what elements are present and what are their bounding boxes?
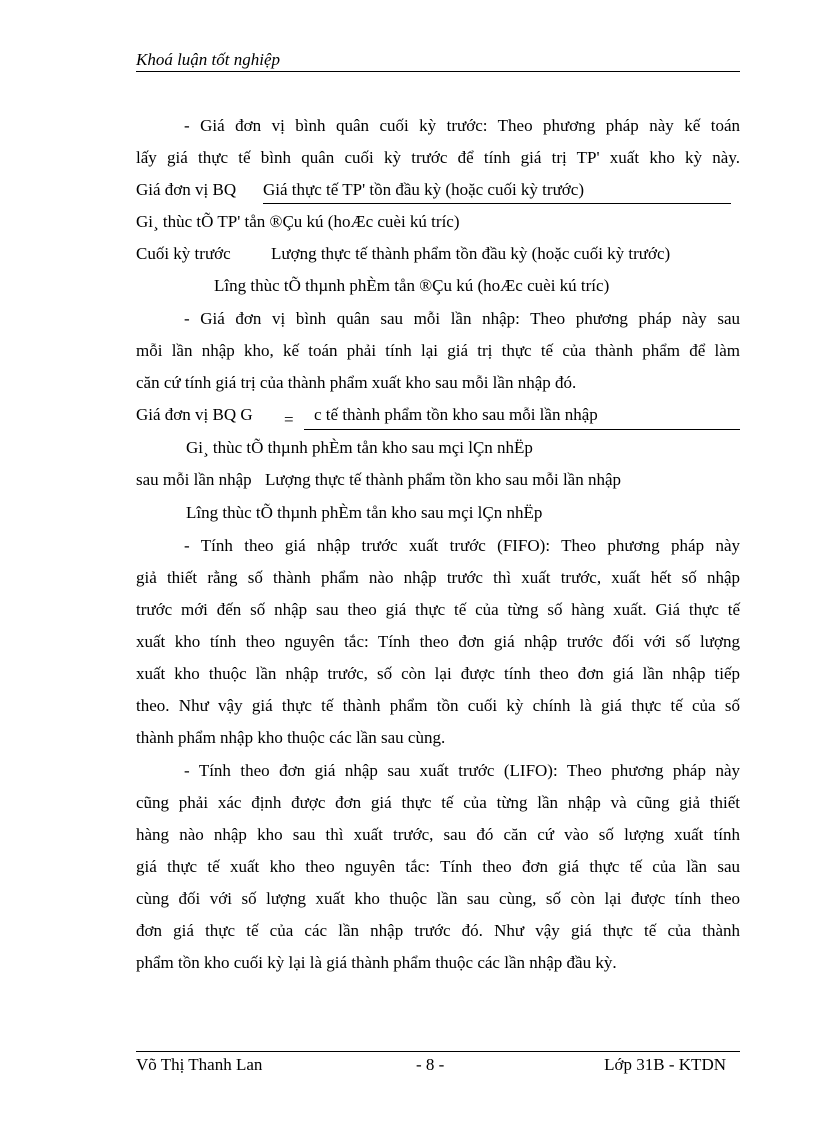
text-line: đơn giá thực tế của các lần nhập trước đó. Như vậy giá thực tế của thành bbox=[136, 921, 740, 940]
formula-numerator: c tế thành phẩm tồn kho sau mỗi lần nhập bbox=[314, 405, 598, 424]
text-line: cũng phải xác định được đơn giá thực tế của từng lần nhập và cũng giả thiết bbox=[136, 793, 740, 812]
header-title: Khoá luận tốt nghiệp bbox=[136, 50, 281, 69]
text-line: căn cứ tính giá trị của thành phẩm xuất kho sau mỗi lần nhập đó. bbox=[136, 373, 577, 392]
formula-garbled-numerator: Gi¸ thùc tÕ thµnh phÈm tån kho sau mçi lÇn nhËp bbox=[186, 438, 533, 457]
text-line: thành phẩm nhập kho thuộc các lần sau cùng. bbox=[136, 728, 446, 747]
page-header bbox=[136, 49, 740, 72]
footer-class: Lớp 31B - KTDN bbox=[604, 1055, 726, 1074]
formula-label: sau mỗi lần nhập bbox=[136, 470, 252, 489]
equals-sign: = bbox=[284, 410, 294, 429]
formula-garbled-numerator: Gi¸ thùc tÕ TP' tån ®Çu kú (hoÆc cuèi kú tríc) bbox=[136, 212, 460, 231]
text-line: - Giá đơn vị bình quân sau mỗi lần nhập: Theo phương pháp này sau bbox=[184, 309, 740, 328]
formula-label: Cuối kỳ trước bbox=[136, 244, 231, 263]
text-line: - Tính theo đơn giá nhập sau xuất trước (LIFO): Theo phương pháp này bbox=[184, 761, 740, 780]
text-line: mỗi lần nhập kho, kế toán phải tính lại giá trị thực tế của thành phẩm để làm bbox=[136, 341, 740, 360]
formula-denominator: Lượng thực tế thành phẩm tồn đầu kỳ (hoặc cuối kỳ trước) bbox=[271, 244, 671, 263]
text-line: xuất kho tính theo nguyên tắc: Tính theo đơn giá nhập trước đối với số lượng bbox=[136, 632, 740, 651]
footer-page-number: - 8 - bbox=[416, 1055, 445, 1074]
text-line: cùng đối với số lượng xuất kho thuộc lần sau cùng, số còn lại được tính theo bbox=[136, 889, 740, 908]
text-line: phẩm tồn kho cuối kỳ lại là giá thành phẩm thuộc các lần nhập đầu kỳ. bbox=[136, 953, 617, 972]
footer-author: Võ Thị Thanh Lan bbox=[136, 1055, 263, 1074]
text-line: xuất kho thuộc lần nhập trước, số còn lại được tính theo đơn giá lần nhập tiếp bbox=[136, 664, 740, 683]
text-line: lấy giá thực tế bình quân cuối kỳ trước để tính giá trị TP' xuất kho kỳ này. bbox=[136, 148, 740, 167]
formula-garbled-denominator: Lîng thùc tÕ thµnh phÈm tån kho sau mçi lÇn nhËp bbox=[186, 503, 543, 522]
fraction-line bbox=[304, 429, 740, 430]
text-line: trước mới đến số nhập sau theo giá thực tế của từng số hàng xuất. Giá thực tế bbox=[136, 600, 740, 619]
text-line: - Tính theo giá nhập trước xuất trước (FIFO): Theo phương pháp này bbox=[184, 536, 740, 555]
fraction-line bbox=[263, 203, 731, 204]
text-line: - Giá đơn vị bình quân cuối kỳ trước: Theo phương pháp này kế toán bbox=[184, 116, 740, 135]
text-line: theo. Như vậy giá thực tế thành phẩm tồn cuối kỳ chính là giá thực tế của số bbox=[136, 696, 740, 715]
formula-label: Giá đơn vị BQ bbox=[136, 180, 237, 199]
page-footer bbox=[136, 1051, 740, 1074]
text-line: giá thực tế xuất kho theo nguyên tắc: Tính theo đơn giá thực tế của lần sau bbox=[136, 857, 740, 876]
formula-garbled-denominator: Lîng thùc tÕ thµnh phÈm tån ®Çu kú (hoÆc cuèi kú tríc) bbox=[214, 276, 610, 295]
formula-numerator: Giá thực tế TP' tồn đầu kỳ (hoặc cuối kỳ trước) bbox=[263, 180, 584, 199]
formula-label: Giá đơn vị BQ G bbox=[136, 405, 253, 424]
formula-denominator: Lượng thực tế thành phẩm tồn kho sau mỗi lần nhập bbox=[265, 470, 622, 489]
text-line: giả thiết rằng số thành phẩm nào nhập trước thì xuất trước, xuất hết số nhập bbox=[136, 568, 740, 587]
text-line: hàng nào nhập kho sau thì xuất trước, sau đó căn cứ vào số lượng xuất tính bbox=[136, 825, 740, 844]
